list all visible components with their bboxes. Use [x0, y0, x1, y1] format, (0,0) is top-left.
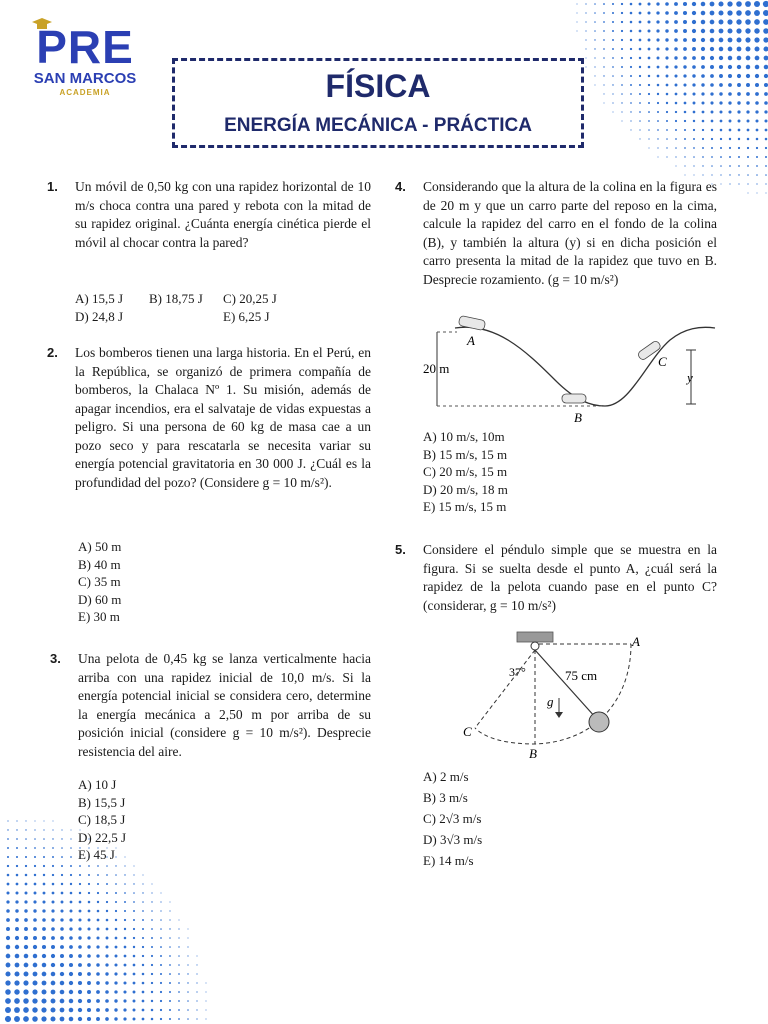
question-text: Un móvil de 0,50 kg con una rapidez horizontal de 10 m/s choca contra una pared y rebota con la mitad de su rapidez original. ¿Cuánta energía cinética pierde el móvil al chocar contra la pared?: [75, 179, 371, 250]
academy-logo: [30, 21, 140, 104]
option: A) 50 m: [78, 539, 122, 554]
option: E) 15 m/s, 15 m: [423, 499, 507, 514]
question-5-options: [423, 766, 482, 871]
hill-figure: [415, 310, 720, 428]
option: C) 20 m/s, 15 m: [423, 464, 508, 479]
option: C) 2√3 m/s: [423, 811, 482, 826]
gravity-arrowhead: [555, 712, 563, 718]
option: B) 15,5 J: [78, 794, 126, 810]
option: D) 22,5 J: [78, 829, 127, 845]
logo-pre: PRE: [36, 21, 134, 73]
g-label: g: [547, 694, 554, 709]
question-text: Considerando que la altura de la colina en la figura es de 20 m y que un carro parte del reposo en la cima, calcule la rapidez del carro en el fondo de la colina (B), y también la altura (y) si en dicha posición el carro presenta la mitad de la rapidez que tuvo en B. Desprecie rozamiento. (g = 10 m/s²): [423, 179, 717, 287]
logo-san-marcos: SAN MARCOS: [33, 70, 137, 87]
point-a-label: A: [632, 634, 640, 649]
option: B) 15 m/s, 15 m: [423, 446, 508, 462]
question-number: 2.: [47, 345, 58, 360]
pendulum-figure: [455, 630, 655, 762]
option: A) 15,5 J: [75, 291, 124, 306]
option: B) 40 m: [78, 556, 121, 572]
question-text: Los bomberos tienen una larga historia. En el Perú, en la República, se organizó de primera compañía de bomberos, la Chalaca Nº 1. Su misión, además de apagar incendios, era el salvataje de vidas expuestas a peligro. Si una persona de 60 kg de masa cae a un pozo seco y para rescatarla se necesita variar su energía potencial gravitatoria en 30 000 J. ¿Cuál es la profundidad del pozo? (Considere g = 10 m/s²).: [75, 345, 371, 490]
page-title: FÍSICA: [325, 68, 431, 104]
string-to-ball: [535, 650, 596, 718]
title-box: [172, 58, 584, 148]
question-2-options: [78, 538, 121, 626]
option: D) 24,8 J: [75, 308, 124, 324]
length-label: 75 cm: [565, 668, 598, 683]
page-subtitle: ENERGÍA MECÁNICA - PRÁCTICA: [224, 115, 532, 136]
question-4: [395, 178, 717, 289]
option: E) 30 m: [78, 609, 120, 624]
option: A) 10 J: [78, 777, 117, 792]
question-number: 4.: [395, 179, 406, 194]
option: B) 3 m/s: [423, 790, 468, 805]
point-a-label: A: [467, 333, 475, 348]
height-label: 20 m: [423, 361, 450, 376]
option: C) 35 m: [78, 574, 121, 589]
question-2: [47, 344, 371, 492]
point-b-label: B: [529, 746, 537, 761]
question-number: 1.: [47, 179, 58, 194]
logo-academia: ACADEMIA: [59, 88, 111, 97]
option: E) 45 J: [78, 847, 115, 862]
question-number: 5.: [395, 542, 406, 557]
option: B) 18,75 J: [149, 291, 203, 306]
question-3-options: [78, 776, 126, 864]
hill-curve: [455, 327, 715, 406]
question-1-options: [75, 290, 371, 325]
question-3: [50, 650, 371, 761]
question-4-options: [423, 428, 508, 516]
pivot: [531, 642, 539, 650]
angle-label: 37°: [509, 665, 526, 679]
point-c-label: C: [463, 724, 472, 739]
option: D) 3√3 m/s: [423, 832, 483, 847]
option: E) 6,25 J: [223, 308, 270, 324]
option: C) 18,5 J: [78, 812, 126, 827]
question-text: Considere el péndulo simple que se muestra en la figura. Si se suelta desde el punto A, ¿cuál será la rapidez de la pelota cuando pase en el punto C? (considerar, g = 10 m/s²): [423, 542, 717, 613]
option: A) 10 m/s, 10m: [423, 429, 505, 444]
ball-icon: [589, 712, 609, 732]
point-c-label: C: [658, 354, 667, 369]
question-1: [47, 178, 371, 252]
point-b-label: B: [574, 410, 582, 425]
option: A) 2 m/s: [423, 769, 469, 784]
string-to-c-dashed: [475, 650, 535, 728]
option: C) 20,25 J: [223, 291, 277, 306]
question-text: Una pelota de 0,45 kg se lanza verticalmente hacia arriba con una rapidez inicial de 10,0 m/s. Si la energía potencial inicial se considera cero, determine la energía mecánica a 2,50 m por arriba de su posición inicial (considere g = 10 m/s²). Desprecie resistencia del aire.: [78, 651, 371, 759]
car-icon: [458, 315, 486, 330]
car-icon: [562, 394, 586, 403]
y-label: y: [687, 370, 693, 385]
option: D) 60 m: [78, 591, 122, 607]
question-number: 3.: [50, 651, 61, 666]
option: E) 14 m/s: [423, 853, 474, 868]
question-5: [395, 541, 717, 615]
option: D) 20 m/s, 18 m: [423, 481, 508, 497]
ceiling-support: [517, 632, 553, 642]
